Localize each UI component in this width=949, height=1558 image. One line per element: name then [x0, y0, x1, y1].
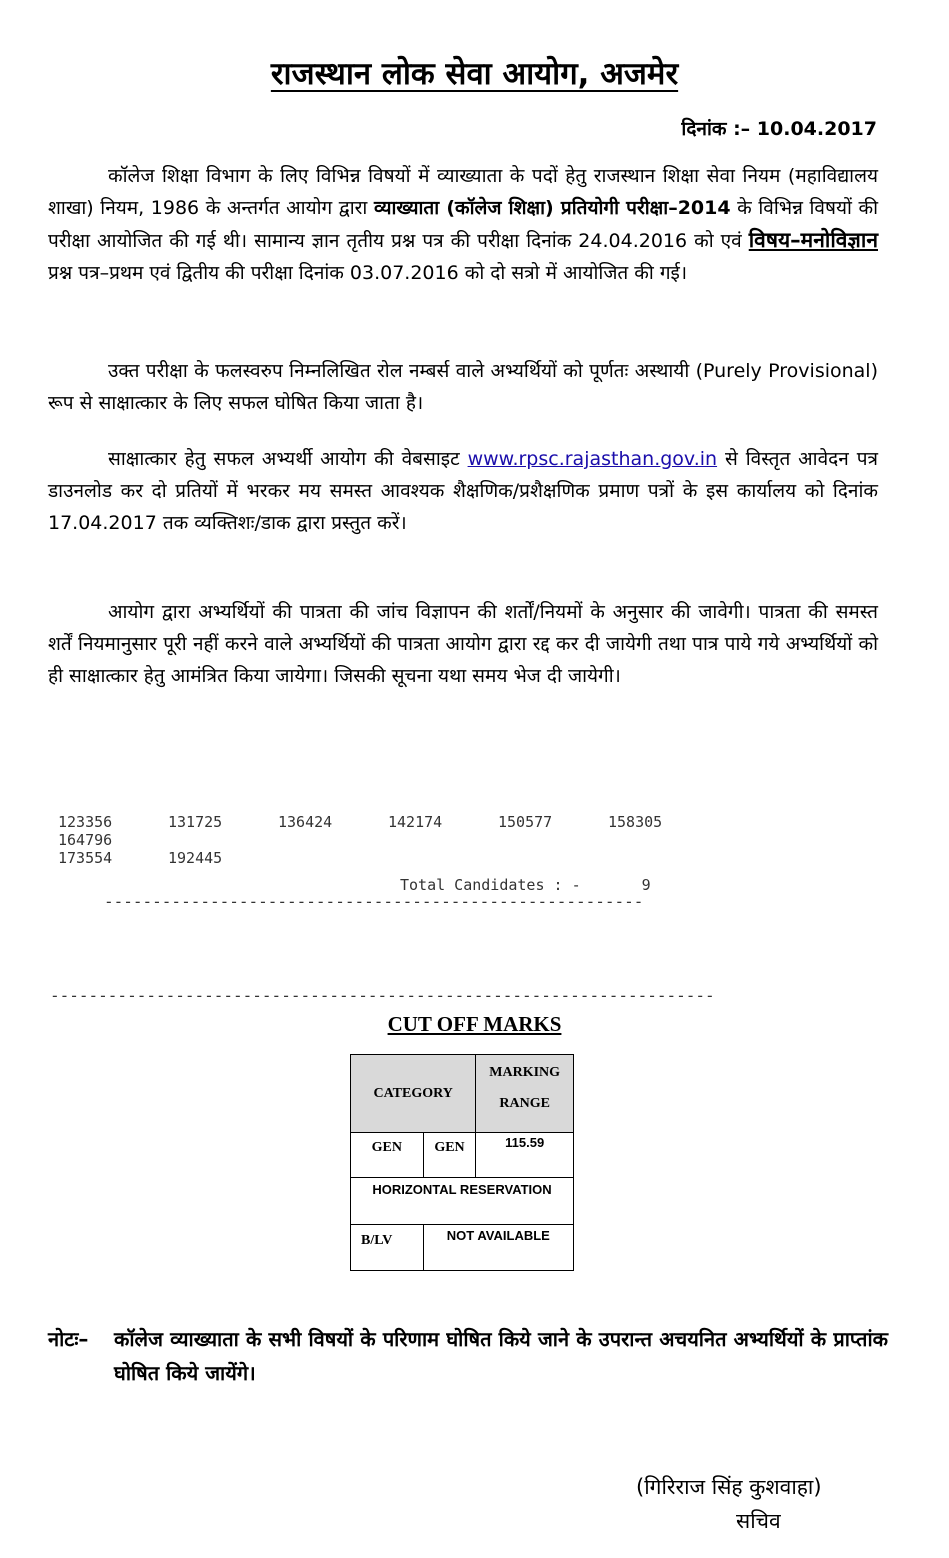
roll-number: 123356 [58, 813, 113, 831]
signatory-name: (गिरिराज सिंह कुशवाहा) [636, 1475, 822, 1499]
blv-label: B/LV [351, 1225, 424, 1271]
rpsc-website-link[interactable]: www.rpsc.rajasthan.gov.in [467, 448, 718, 470]
roll-number: 136424 [278, 813, 333, 831]
cutoff-table [350, 1054, 574, 1271]
category-cell: GEN [351, 1133, 424, 1178]
note-text: कॉलेज व्याख्याता के सभी विषयों के परिणाम घोषित किये जाने के उपरान्त अचयनित अभ्यर्थियों के प्राप्तांक घोषित किये जायेंगे। [114, 1327, 888, 1385]
footer-note [48, 1322, 888, 1390]
dashed-separator: -------------------------------------------------------- [104, 892, 644, 911]
roll-number: 158305 [608, 813, 663, 831]
cutoff-heading: CUT OFF MARKS [387, 1012, 562, 1036]
paragraph-provisional-result: उक्त परीक्षा के फलस्वरुप निम्नलिखित रोल नम्बर्स वाले अभ्यर्थियों को पूर्णतः अस्थायी (Purely Provisional) रूप से साक्षात्कार के लिए सफल घोषित किया जाता है। [48, 360, 878, 414]
blv-value: NOT AVAILABLE [423, 1225, 573, 1271]
roll-number: 173554 [58, 849, 113, 867]
paragraph-exam-details: कॉलेज शिक्षा विभाग के लिए विभिन्न विषयों में व्याख्याता के पदों हेतु राजस्थान शिक्षा सेवा नियम (महाविद्यालय शाखा) नियम, 1986 के अन्तर्गत आयोग द्वारा व्याख्याता (कॉलेज शिक्षा) प्रतियोगी परीक्षा–2014 के विभिन्न विषयों की परीक्षा आयोजित की गई थी। सामान्य ज्ञान तृतीय प्रश्न पत्र की परीक्षा दिनांक 24.04.2016 को एवं विषय–मनोविज्ञान प्रश्न पत्र–प्रथम एवं द्वितीय की परीक्षा दिनांक 03.07.2016 को दो सत्रो में आयोजित की गई। [48, 165, 879, 284]
total-candidates: Total Candidates : - 9 [400, 876, 651, 894]
roll-number: 192445 [168, 849, 223, 867]
paragraph-eligibility: आयोग द्वारा अभ्यर्थियों की पात्रता की जांच विज्ञापन की शर्तों/नियमों के अनुसार की जावेगी। पात्रता की समस्त शर्तें नियमानुसार पूरी नहीं करने वाले अभ्यर्थियों की पात्रता आयोग द्वारा रद्द कर दी जायेगी तथा पात्र पाये गये अभ्यर्थियों को ही साक्षात्कार हेतु आमंत्रित किया जायेगा। जिसकी सूचना यथा समय भेज दी जायेगी। [48, 601, 878, 687]
page-title: राजस्थान लोक सेवा आयोग, अजमेर [270, 56, 679, 92]
gen-cutoff-value: 115.59 [476, 1133, 574, 1178]
roll-number: 142174 [388, 813, 443, 831]
roll-number: 131725 [168, 813, 223, 831]
notice-date: दिनांक :– 10.04.2017 [681, 118, 877, 140]
signature-block [636, 1470, 822, 1538]
marking-range-header: MARKING RANGE [476, 1055, 574, 1133]
category-cell: GEN [423, 1133, 476, 1178]
paragraph-application-instructions: साक्षात्कार हेतु सफल अभ्यर्थी आयोग की वेबसाइट www.rpsc.rajasthan.gov.in से विस्तृत आवेदन पत्र डाउनलोड कर दो प्रतियों में भरकर मय समस्त आवश्यक शैक्षणिक/प्रशैक्षणिक प्रमाण पत्रों के इस कार्यालय को दिनांक 17.04.2017 तक व्यक्तिशः/डाक द्वारा प्रस्तुत करें। [48, 448, 878, 534]
horizontal-reservation-row: HORIZONTAL RESERVATION [351, 1178, 574, 1225]
roll-number: 164796 [58, 831, 113, 849]
note-label: नोटः– [48, 1327, 89, 1351]
dashed-separator: --------------------------------------------------------------------- [50, 986, 715, 1005]
signatory-designation: सचिव [736, 1509, 781, 1533]
category-header: CATEGORY [351, 1055, 476, 1133]
roll-number: 150577 [498, 813, 553, 831]
roll-number-list [58, 813, 818, 867]
